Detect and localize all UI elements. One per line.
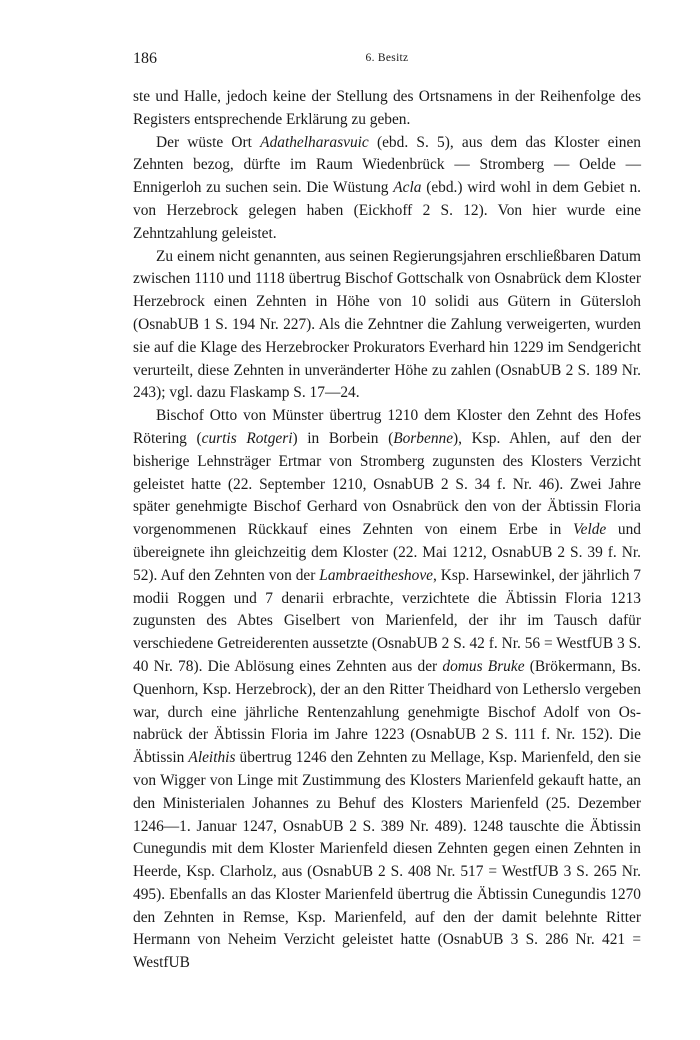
paragraph bbox=[133, 405, 641, 975]
italic-term: Aleithis bbox=[188, 749, 236, 767]
paragraph bbox=[133, 132, 641, 246]
text-segment: , Ksp. Harsewinkel, der jährlich 7 modii Roggen und 7 denarii erbrachte, verzichtete die Äbtissin Floria 1213 zugunsten des Abtes Giselbert von Marienfeld, der ihr im Tausch dafür verschiedene Getreiderenten aussetzte (OsnabUB 2 S. 42 f. Nr. 56 = WestfUB 3 S. 40 Nr. 78). Die Ablösung eines Zehnten aus der bbox=[133, 566, 641, 675]
paragraph bbox=[133, 86, 641, 132]
text-segment: ), Ksp. Ahlen, auf den der bisherige Lehnsträger Ertmar von Stromberg zugunsten des Klosters Verzicht geleistet hatte (22. September 1210, OsnabUB 2 S. 34 f. Nr. 46). Zwei Jahre später genehmigte Bischof Gerhard von Osnabrück den von der Äbtissin Floria vorgenommenen Rückkauf eines Zehnten von einem Erbe in bbox=[133, 429, 641, 539]
page-number: 186 bbox=[133, 50, 157, 67]
italic-term: Velde bbox=[572, 521, 607, 539]
text-segment: und übereignete ihn gleichzeitig dem Kloster (22. Mai 1212, OsnabUB 2 S. 39 f. Nr. 52). Auf den Zehnten von der bbox=[133, 521, 641, 584]
text-segment: ste und Halle, jedoch keine der Stellung des Ortsnamens in der Reihenfolge des Registers entsprechende Erklärung zu geben. bbox=[133, 88, 641, 128]
text-segment: (Brökermann, Bs. Quenhorn, Ksp. Herzebrock), der an den Ritter Theidhard von Letherslo vergeben war, durch eine jährliche Rentenzahlung genehmigte Bischof Adolf von Osnabrück der Äbtissin Floria im Jahre 1223 (OsnabUB 2 S. 111 f. Nr. 152). Die Äbtissin bbox=[133, 657, 641, 767]
page-header bbox=[133, 50, 641, 72]
italic-term: curtis Rotgeri bbox=[201, 429, 293, 447]
text-segment: (ebd. S. 5), aus dem das Kloster einen Zehnten bezog, dürfte im Raum Wiedenbrück — Stromberg — Oelde — Ennigerloh zu suchen sein. Die Wüstung bbox=[133, 133, 641, 197]
text-segment: Bischof Otto von Münster übertrug 1210 dem Kloster den Zehnt des Hofes Rötering ( bbox=[133, 407, 641, 447]
running-head: 6. Besitz bbox=[365, 52, 409, 64]
text-segment: Zu einem nicht genannten, aus seinen Regierungsjahren erschließbaren Datum zwischen 1110 und 1118 übertrug Bischof Gottschalk von Osnabrück dem Kloster Herzebrock einen Zehnten in Höhe von 10 solidi aus Gütern in Gütersloh (OsnabUB 1 S. 194 Nr. 227). Als die Zehntner die Zahlung verweigerten, wurden sie auf die Klage des Herzebrocker Prokurators Everhard hin 1229 im Sendgericht verurteilt, diese Zehnten in unveränderter Höhe zu zahlen (OsnabUB 2 S. 189 Nr. 243); vgl. dazu Flaskamp S. 17—24. bbox=[133, 247, 641, 402]
italic-term: Lambraeitheshove bbox=[319, 566, 433, 584]
body-text bbox=[133, 86, 641, 975]
italic-term: domus Bruke bbox=[442, 657, 525, 675]
italic-term: Borbenne bbox=[393, 429, 454, 447]
italic-term: Acla bbox=[393, 179, 422, 197]
text-segment: (ebd.) wird wohl in dem Gebiet n. von Herzebrock gelegen haben (Eickhoff 2 S. 12). Von hier wurde eine Zehntzahlung geleistet. bbox=[133, 179, 641, 242]
paragraph bbox=[133, 246, 641, 406]
text-segment: Der wüste Ort bbox=[156, 133, 261, 151]
italic-term: Adathelharasvuic bbox=[260, 133, 369, 151]
text-segment: übertrug 1246 den Zehnten zu Mellage, Ksp. Marienfeld, den sie von Wigger von Linge mit Zustimmung des Klosters Marienfeld gekauft hatte, an den Ministerialen Johannes zu Behuf des Klosters Marienfeld (25. Dezember 1246—1. Januar 1247, OsnabUB 2 S. 389 Nr. 489). 1248 tauschte die Äbtissin Cunegundis mit dem Kloster Marienfeld diesen Zehnten gegen einen Zehnten in Heerde, Ksp. Clarholz, aus (OsnabUB 2 S. 408 Nr. 517 = WestfUB 3 S. 265 Nr. 495). Ebenfalls an das Kloster Marienfeld übertrug die Äbtissin Cunegundis 1270 den Zehnten in Remse, Ksp. Marienfeld, auf den der damit belehnte Ritter Hermann von Neheim Verzicht geleistet hatte (OsnabUB 3 S. 286 Nr. 421 = WestfUB bbox=[133, 749, 641, 972]
text-segment: ) in Borbein ( bbox=[292, 429, 394, 447]
